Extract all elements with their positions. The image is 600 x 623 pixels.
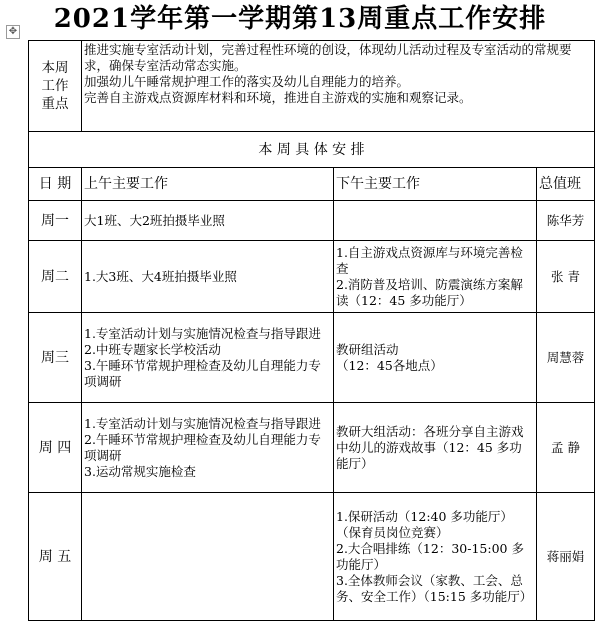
focus-line: 完善自主游戏点资源库材料和环境，推进自主游戏的实施和观察记录。 [84, 90, 472, 105]
table-row [29, 201, 595, 241]
day-cell: 周三 [29, 313, 82, 403]
work-item: 1.大3班、大4班拍摄毕业照 [84, 268, 237, 284]
focus-line: 推进实施专室活动计划，完善过程性环境的创设，体现幼儿活动过程及专室活动的常规要求，确保专室活动常态实施。 [84, 42, 572, 73]
focus-content [82, 41, 595, 132]
focus-label [29, 41, 82, 132]
afternoon-cell [334, 241, 537, 313]
duty-cell: 周慧蓉 [537, 313, 595, 403]
work-item: 2.午睡环节常规护理检查及幼儿自理能力专项调研 [84, 431, 321, 463]
table-row [29, 313, 595, 403]
section-header: 本 周 具 体 安 排 [29, 132, 595, 168]
schedule-table [28, 40, 595, 621]
work-item: 2.中班专题家长学校活动 [84, 341, 221, 357]
table-row [29, 241, 595, 313]
day-cell: 周二 [29, 241, 82, 313]
work-item: （12：45各地点） [336, 357, 443, 373]
duty-cell: 蒋丽娟 [537, 493, 595, 621]
day-cell: 周一 [29, 201, 82, 241]
work-item: 2.消防普及培训、防震演练方案解读（12：45 多功能厅） [336, 276, 523, 308]
table-move-handle-icon[interactable]: ✥ [6, 25, 20, 39]
duty-cell: 张 青 [537, 241, 595, 313]
work-item: 教研大组活动：各班分享自主游戏中幼儿的游戏故事（12：45 多功能厅） [336, 423, 524, 471]
work-item: 1.专室活动计划与实施情况检查与指导跟进 [84, 325, 321, 341]
column-header-day: 日 期 [29, 168, 82, 201]
afternoon-cell [334, 493, 537, 621]
page-title: 2021学年第一学期第13周重点工作安排 [53, 4, 547, 34]
afternoon-cell [334, 403, 537, 493]
work-item: 2.大合唱排练（12：30-15:00 多功能厅） [336, 540, 524, 572]
work-item: 1.自主游戏点资源库与环境完善检查 [336, 244, 523, 276]
morning-cell [82, 201, 334, 241]
afternoon-cell [334, 201, 537, 241]
morning-cell [82, 241, 334, 313]
work-item: 3.运动常规实施检查 [84, 463, 196, 479]
duty-cell: 孟 静 [537, 403, 595, 493]
work-item: 1.保研活动（12:40 多功能厅） [336, 508, 513, 524]
column-header-afternoon: 下午主要工作 [334, 168, 537, 201]
work-item: 1.专室活动计划与实施情况检查与指导跟进 [84, 415, 321, 431]
column-header-duty: 总值班 [537, 168, 595, 201]
work-item: 大1班、大2班拍摄毕业照 [84, 212, 225, 228]
day-cell: 周 四 [29, 403, 82, 493]
duty-cell: 陈华芳 [537, 201, 595, 241]
section-header-row [29, 132, 595, 168]
day-cell: 周 五 [29, 493, 82, 621]
focus-row [29, 41, 595, 132]
focus-label-line: 工作 [41, 78, 69, 94]
morning-cell [82, 313, 334, 403]
focus-label-line: 重点 [41, 96, 69, 112]
table-row [29, 493, 595, 621]
morning-cell [82, 493, 334, 621]
column-header-morning: 上午主要工作 [82, 168, 334, 201]
focus-line: 加强幼儿午睡常规护理工作的落实及幼儿自理能力的培养。 [84, 74, 410, 89]
work-item: 教研组活动 [336, 341, 399, 357]
work-item: 3.午睡环节常规护理检查及幼儿自理能力专项调研 [84, 357, 321, 389]
morning-cell [82, 403, 334, 493]
work-item: （保育员岗位竞赛） [336, 524, 449, 540]
focus-label-line: 本周 [41, 60, 69, 76]
afternoon-cell [334, 313, 537, 403]
work-item: 3.全体教师会议（家教、工会、总务、安全工作）（15:15 多功能厅） [336, 572, 533, 604]
table-row [29, 403, 595, 493]
column-header-row [29, 168, 595, 201]
